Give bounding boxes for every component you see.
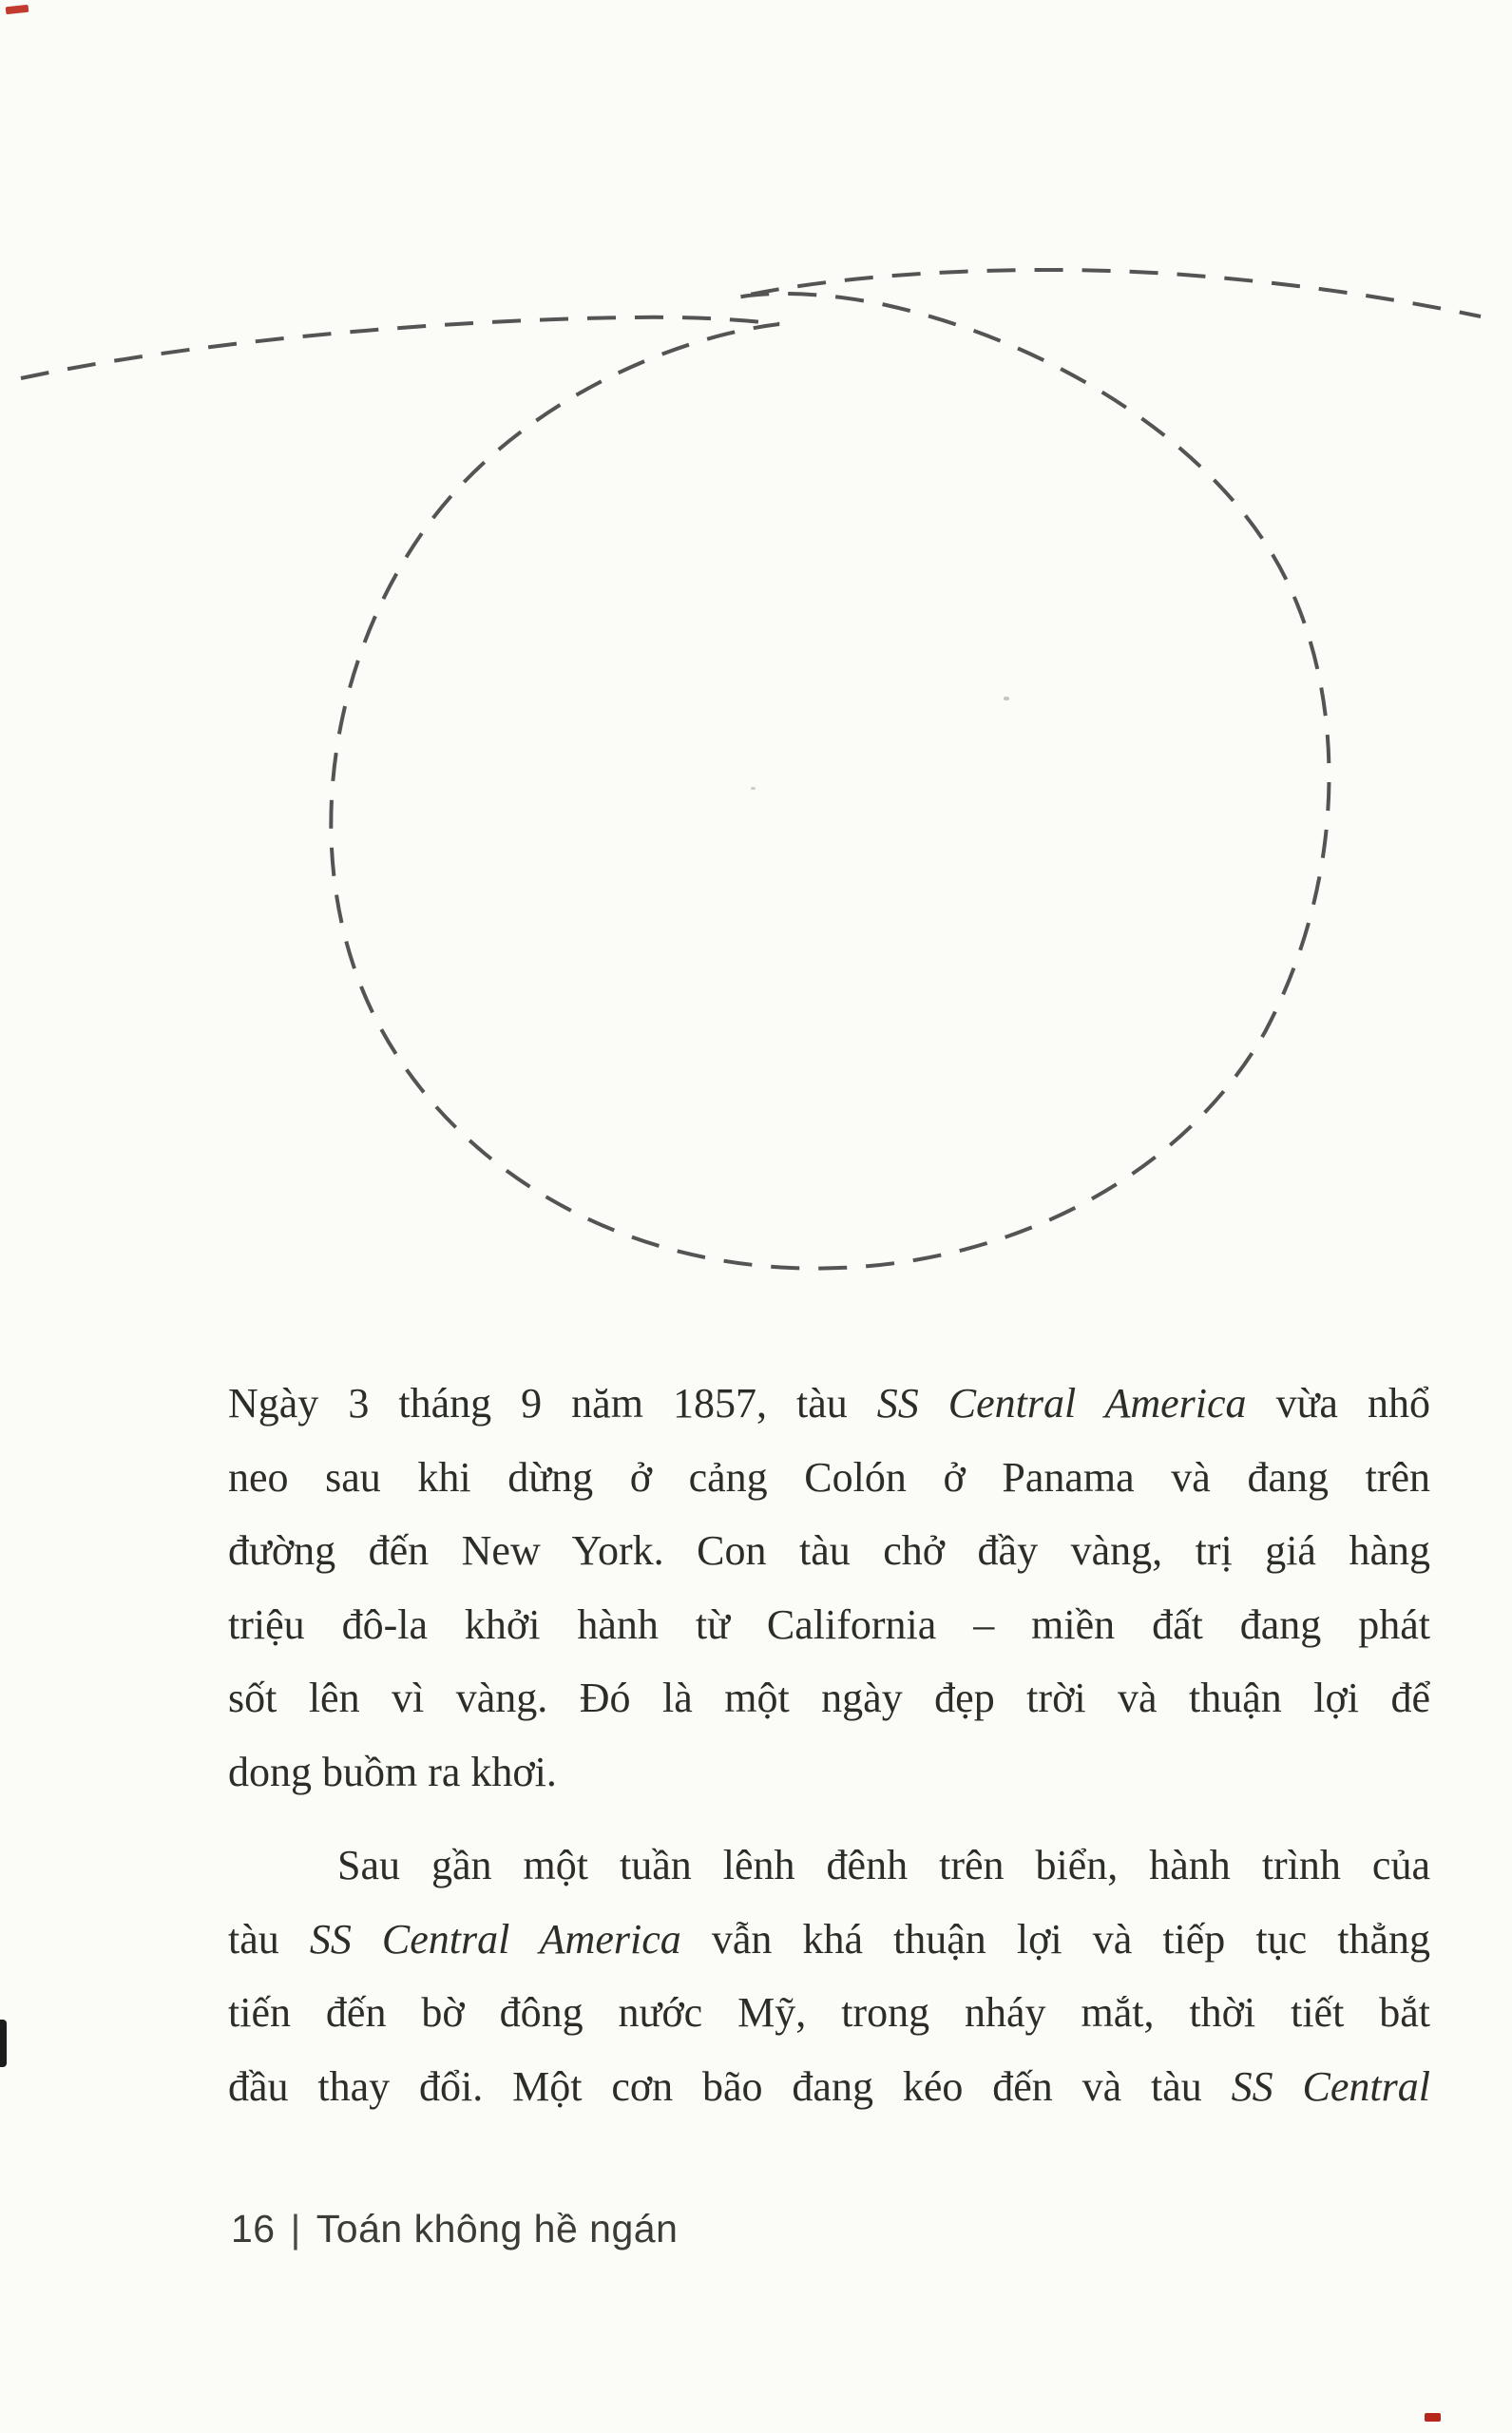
scan-artifact-red-mark-bottom [1425,2413,1441,2422]
page-footer [231,2207,678,2251]
scan-artifact-speck [751,787,756,790]
text-segment: vừa nhổ [1246,1380,1430,1427]
paragraph-1 [228,1367,1430,1809]
page-number: 16 [231,2207,276,2251]
scan-artifact-edge-sliver [0,2020,7,2067]
text-segment: tàu [228,1915,310,1963]
text-line: Sau gần một tuần lênh đênh trên biển, hành trình của [337,1842,1430,1888]
text-segment: vẫn khá thuận lợi và tiếp tục thẳng [680,1915,1430,1963]
scan-artifact-red-mark-top [6,5,29,14]
body-text [228,1367,1430,2123]
dashed-loop-path [21,270,1481,1269]
text-line [228,2050,1430,2124]
ship-name-italic: SS Central America [309,1915,681,1963]
text-line [228,1903,1430,1977]
text-line: tiến đến bờ đông nước Mỹ, trong nháy mắt, thời tiết bắt [228,1989,1430,2036]
text-line: đường đến New York. Con tàu chở đầy vàng, trị giá hàng [228,1527,1430,1574]
text-line [228,1367,1430,1441]
text-line: dong buồm ra khơi. [228,1748,557,1795]
footer-separator: | [290,2207,301,2251]
text-line: triệu đô-la khởi hành từ California – miền đất đang phát [228,1600,1430,1648]
ship-name-italic: SS Central America [876,1380,1247,1427]
scan-artifact-speck [1004,697,1009,700]
text-segment: Ngày 3 tháng 9 năm 1857, tàu [228,1380,877,1427]
ship-name-italic: SS Central [1231,2062,1430,2110]
text-line: neo sau khi dừng ở cảng Colón ở Panama và đang trên [228,1453,1430,1501]
text-line: sốt lên vì vàng. Đó là một ngày đẹp trời và thuận lợi để [228,1675,1430,1721]
book-title: Toán không hề ngán [316,2207,679,2251]
paragraph-2 [228,1829,1430,2123]
text-segment: đầu thay đổi. Một cơn bão đang kéo đến và tàu [228,2062,1232,2110]
